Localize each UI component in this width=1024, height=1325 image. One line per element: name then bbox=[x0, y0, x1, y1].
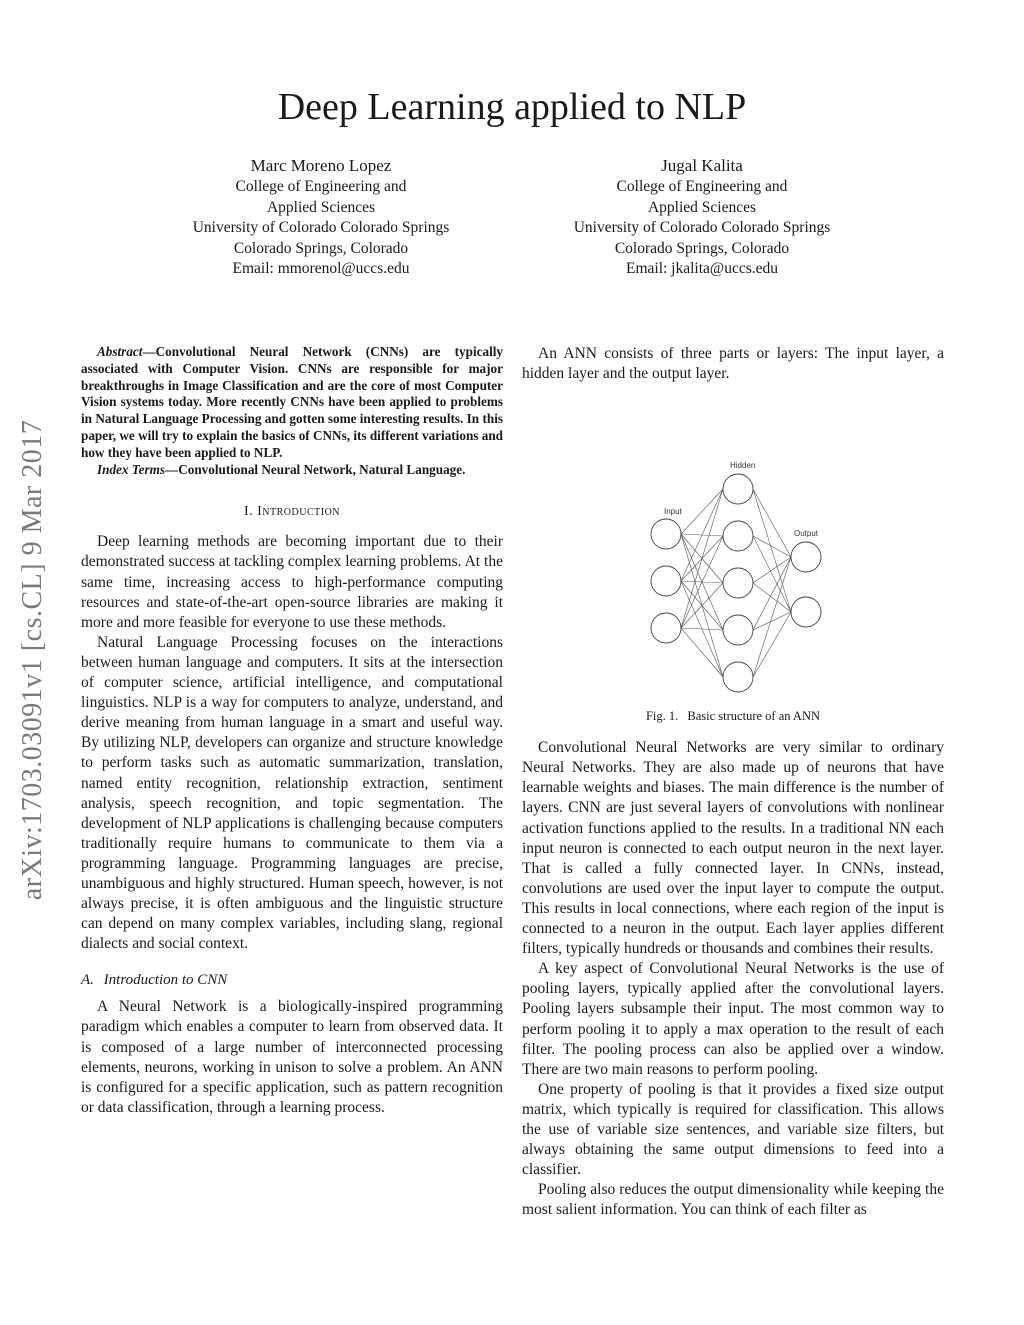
author-university: University of Colorado Colorado Springs bbox=[573, 219, 831, 236]
connection-hidden-3-to-output-2 bbox=[753, 583, 791, 612]
hidden-neuron-3 bbox=[723, 568, 753, 598]
arxiv-identifier-sidebar bbox=[16, 360, 50, 960]
author-email: Email: jkalita@uccs.edu bbox=[625, 260, 778, 277]
ann-diagram bbox=[522, 396, 944, 696]
hidden-layer-label: Hidden bbox=[730, 461, 756, 471]
ann-intro-paragraph: An ANN consists of three parts or layers: The input layer, a hidden layer and the output layer. bbox=[522, 345, 944, 383]
connection-hidden-3-to-output-1 bbox=[753, 557, 791, 583]
intro-paragraph-1: Deep learning methods are becoming important due to their demonstrated success at tackling complex learning problems. At the same time, increasing access to high-performance computing resources and state-of-the-art open-source libraries are making it more and more feasible for everyone to use these methods. bbox=[81, 533, 503, 631]
input-neuron-1 bbox=[651, 519, 681, 549]
connection-input-3-to-hidden-1 bbox=[681, 489, 723, 628]
pooling-paragraph-2: One property of pooling is that it provides a fixed size output matrix, which typically is required for classification. This allows the use of variable size sentences, and variable size filters, but always obtaining the same output dimensions to feed into a classifier. bbox=[522, 1080, 944, 1179]
output-neuron-2 bbox=[791, 597, 821, 627]
left-column bbox=[81, 344, 503, 1118]
output-neuron-1 bbox=[791, 542, 821, 572]
arxiv-identifier: arXiv:1703.03091v1 [cs.CL] 9 Mar 2017 bbox=[17, 419, 48, 901]
input-neuron-3 bbox=[651, 613, 681, 643]
index-terms-label: Index Terms bbox=[97, 461, 166, 477]
section-number: I. bbox=[243, 504, 254, 520]
author-affiliation-line-2: Applied Sciences bbox=[647, 198, 757, 216]
abstract-text: —Convolutional Neural Network (CNNs) are typically associated with Computer Vision. CNNs are responsible for major breakthroughs in Image Classification and are the core of most Computer Vision systems today. More recently CNNs have been applied to problems in Natural Language Processing and gotten some interesting results. In this paper, we will try to explain the basics of CNNs, its different variations and how they have been applied to NLP. bbox=[81, 344, 503, 460]
hidden-neuron-1 bbox=[723, 474, 753, 504]
author-location: Colorado Springs, Colorado bbox=[614, 239, 790, 257]
author-name: Jugal Kalita bbox=[661, 156, 743, 175]
abstract-label: Abstract bbox=[97, 344, 143, 359]
input-neuron-2 bbox=[651, 566, 681, 596]
connection-input-1-to-hidden-1 bbox=[681, 489, 723, 534]
author-block-2 bbox=[512, 154, 892, 280]
cnn-paragraph-1: A Neural Network is a biologically-inspired programming paradigm which enables a computer to learn from observed data. It is composed of a large number of interconnected processing elements, neurons, working in unison to solve a problem. An ANN is configured for a specific application, such as pattern recognition or data classification, through a learning process. bbox=[81, 998, 503, 1116]
hidden-neuron-2 bbox=[723, 521, 753, 551]
subsection-number: A. bbox=[81, 972, 94, 989]
right-column bbox=[522, 344, 944, 1220]
figure-caption bbox=[522, 708, 944, 724]
figure-number: Fig. 1. bbox=[645, 709, 679, 724]
cnn-description-paragraph: Convolutional Neural Networks are very similar to ordinary Neural Networks. They are also made up of neurons that have learnable weights and biases. The main difference is the number of layers. CNN are just several layers of convolutions with nonlinear activation functions applied to the results. In a traditional NN each input neuron is connected to each output neuron in the next layer. That is called a fully connected layer. In CNNs, instead, convolutions are used over the input layer to compute the output. This results in local connections, where each region of the input is connected to a neuron in the output. Each layer applies different filters, typically hundreds or thousands and combines their results. bbox=[522, 739, 944, 958]
connection-input-2-to-hidden-1 bbox=[681, 489, 723, 581]
intro-paragraph-2: Natural Language Processing focuses on the interactions between human language and computers. It sits at the intersection of computer science, artificial intelligence, and computational linguistics. NLP is a way for computers to analyze, understand, and derive meaning from human language in a smart and useful way. By utilizing NLP, developers can organize and structure knowledge to perform tasks such as automatic summarization, translation, named entity recognition, relationship extraction, sentiment analysis, speech recognition, and topic segmentation. The development of NLP applications is challenging because computers traditionally require humans to communicate to them via a programming language. Programming languages are precise, unambiguous and highly structured. Human speech, however, is not always precise, it is often ambiguous and the linguistic structure can depend on many complex variables, including slang, regional dialects and social context. bbox=[81, 633, 503, 953]
author-block-1 bbox=[131, 154, 511, 280]
input-layer-label: Input bbox=[664, 507, 682, 517]
section-title: Introduction bbox=[257, 504, 341, 520]
connection-input-3-to-hidden-2 bbox=[681, 536, 723, 628]
author-location: Colorado Springs, Colorado bbox=[233, 239, 409, 257]
author-email: Email: mmorenol@uccs.edu bbox=[232, 260, 410, 277]
pooling-paragraph-1: A key aspect of Convolutional Neural Networks is the use of pooling layers, typically applied after the convolutional layers. Pooling layers subsample their input. The most common way to perform pooling it to apply a max operation to the result of each filter. The pooling process can also be applied over a window. There are two main reasons to perform pooling. bbox=[522, 960, 944, 1078]
section-heading-introduction bbox=[81, 503, 503, 521]
subsection-title: Introduction to CNN bbox=[103, 972, 228, 989]
connection-input-3-to-hidden-5 bbox=[681, 628, 723, 677]
index-terms bbox=[81, 462, 503, 479]
connection-hidden-5-to-output-1 bbox=[753, 557, 791, 677]
paper-title: Deep Learning applied to NLP bbox=[277, 86, 747, 128]
figure-caption-text: Basic structure of an ANN bbox=[687, 709, 821, 724]
author-affiliation-line-1: College of Engineering and bbox=[235, 178, 407, 195]
index-terms-text: —Convolutional Neural Network, Natural Language. bbox=[165, 461, 466, 477]
hidden-neuron-4 bbox=[723, 615, 753, 645]
hidden-neuron-5 bbox=[723, 662, 753, 692]
subsection-heading-cnn bbox=[81, 970, 503, 990]
abstract bbox=[81, 344, 503, 462]
connection-hidden-4-to-output-2 bbox=[753, 612, 791, 630]
author-affiliation-line-2: Applied Sciences bbox=[266, 198, 376, 216]
author-affiliation-line-1: College of Engineering and bbox=[616, 178, 788, 195]
connection-input-3-to-hidden-3 bbox=[681, 583, 723, 628]
author-university: University of Colorado Colorado Springs bbox=[192, 219, 450, 236]
author-name: Marc Moreno Lopez bbox=[250, 156, 392, 175]
pooling-paragraph-3: Pooling also reduces the output dimensionality while keeping the most salient information. You can think of each filter as bbox=[522, 1181, 944, 1219]
output-layer-label: Output bbox=[794, 529, 819, 539]
connection-hidden-5-to-output-2 bbox=[753, 612, 791, 677]
figure-ann-structure bbox=[522, 396, 944, 696]
